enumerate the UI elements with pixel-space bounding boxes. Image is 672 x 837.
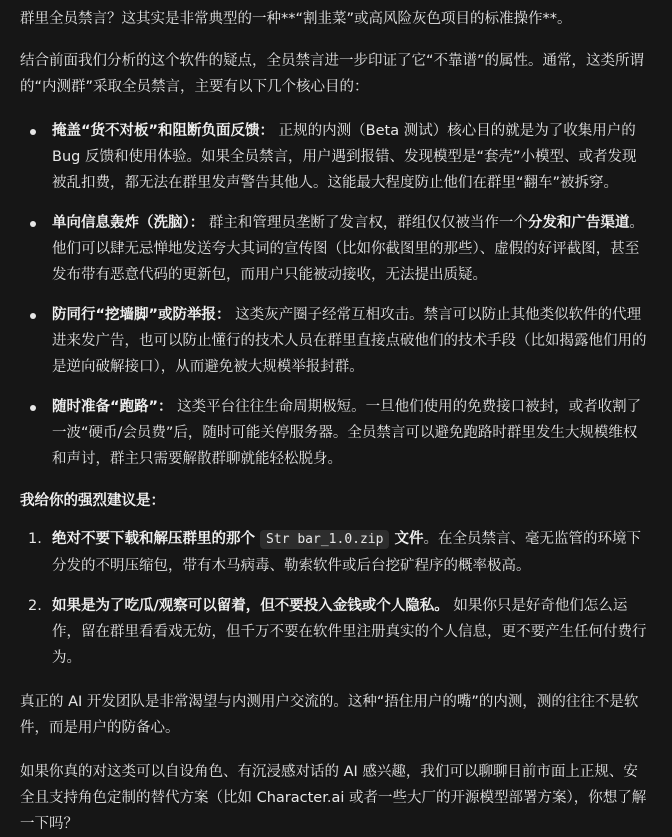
advice-heading: 我给你的强烈建议是： [20,493,165,509]
list-item-title: 如果是为了吃瓜/观察可以留着，但不要投入金钱或个人隐私。 [52,598,449,614]
list-item [20,210,650,288]
list-item-emphasis: 分发和广告渠道 [527,215,630,231]
reasons-list [20,118,650,472]
list-item-body: 如果你只是好奇他们怎么运作，留在群里看看戏无妨，但千万不要在软件里注册真实的个人信息，更不要产生任何付费行为。 [52,598,647,666]
list-item-body: 。在全员禁言、毫无监管的环境下分发的不明压缩包，带有木马病毒、勒索软件或后台挖矿程序的概率极高。 [52,531,642,574]
list-item [20,394,650,472]
list-item-title: 绝对不要下载和解压群里的那个 [52,531,261,547]
bullet-icon [30,221,36,227]
list-item [20,526,650,579]
list-item-body: 群主和管理员垄断了发言权，群组仅仅被当作一个 [204,215,528,231]
list-item-body: 。他们可以肆无忌惮地发送夸大其词的宣传图（比如你截图里的那些）、虚假的好评截图，甚至发布带有恶意代码的更新包，而用户只能被动接收，无法提出质疑。 [52,215,644,283]
bullet-icon [30,129,36,135]
list-item [20,118,650,196]
list-item-body: 这类灰产圈子经常互相攻击。禁言可以防止其他类似软件的代理进来发广告，也可以防止懂行的技术人员在群里直接点破他们的技术手段（比如揭露他们用的是逆向破解接口），从而避免被大规模举报封群。 [52,307,647,375]
list-item-title: 单向信息轰炸（洗脑）： [52,215,205,231]
list-item [20,593,650,671]
list-item-title: 随时准备“跑路”： [52,399,173,415]
inline-code-filename: Str bar_1.0.zip [260,530,389,549]
outro-question: 如果你真的对这类可以自设角色、有沉浸感对话的 AI 感兴趣，我们可以聊聊目前市面上正规、安全且支持角色定制的替代方案（比如 Character.ai 或者一些大厂的开源模型部署方案），你想了解一下吗？ [20,764,647,832]
outro-paragraph: 真正的 AI 开发团队是非常渴望与内测用户交流的。这种“捂住用户的嘴”的内测，测的往往不是软件，而是用户的防备心。 [20,694,639,736]
intro-line: 群里全员禁言？这其实是非常典型的一种**“割韭菜”或高风险灰色项目的标准操作**。 [20,11,572,27]
list-item-body: 正规的内测（Beta 测试）核心目的就是为了收集用户的 Bug 反馈和使用体验。如果全员禁言，用户遇到报错、发现模型是“套壳”小模型、或者发现被乱扣费，都无法在群里发声警告其他人。这能最大程度防止他们在群里“翻车”被拆穿。 [52,123,637,191]
list-item-title: 文件 [389,531,424,547]
list-number: 2. [28,598,42,614]
list-number: 1. [28,531,42,547]
bullet-icon [30,313,36,319]
bullet-icon [30,405,36,411]
list-item-title: 掩盖“货不对板”和阻断负面反馈： [52,123,275,139]
list-item [20,302,650,380]
list-item-title: 防同行“挖墙脚”或防举报： [52,307,231,323]
intro-paragraph: 结合前面我们分析的这个软件的疑点，全员禁言进一步印证了它“不靠谱”的属性。通常，这类所谓的“内测群”采取全员禁言，主要有以下几个核心目的： [20,53,645,95]
list-item-body: 这类平台往往生命周期极短。一旦他们使用的免费接口被封，或者收割了一波“硬币/会员费”后，随时可能关停服务器。全员禁言可以避免跑路时群里发生大规模维权和声讨，群主只需要解散群聊就能轻松脱身。 [52,399,642,467]
advice-list [20,526,650,671]
